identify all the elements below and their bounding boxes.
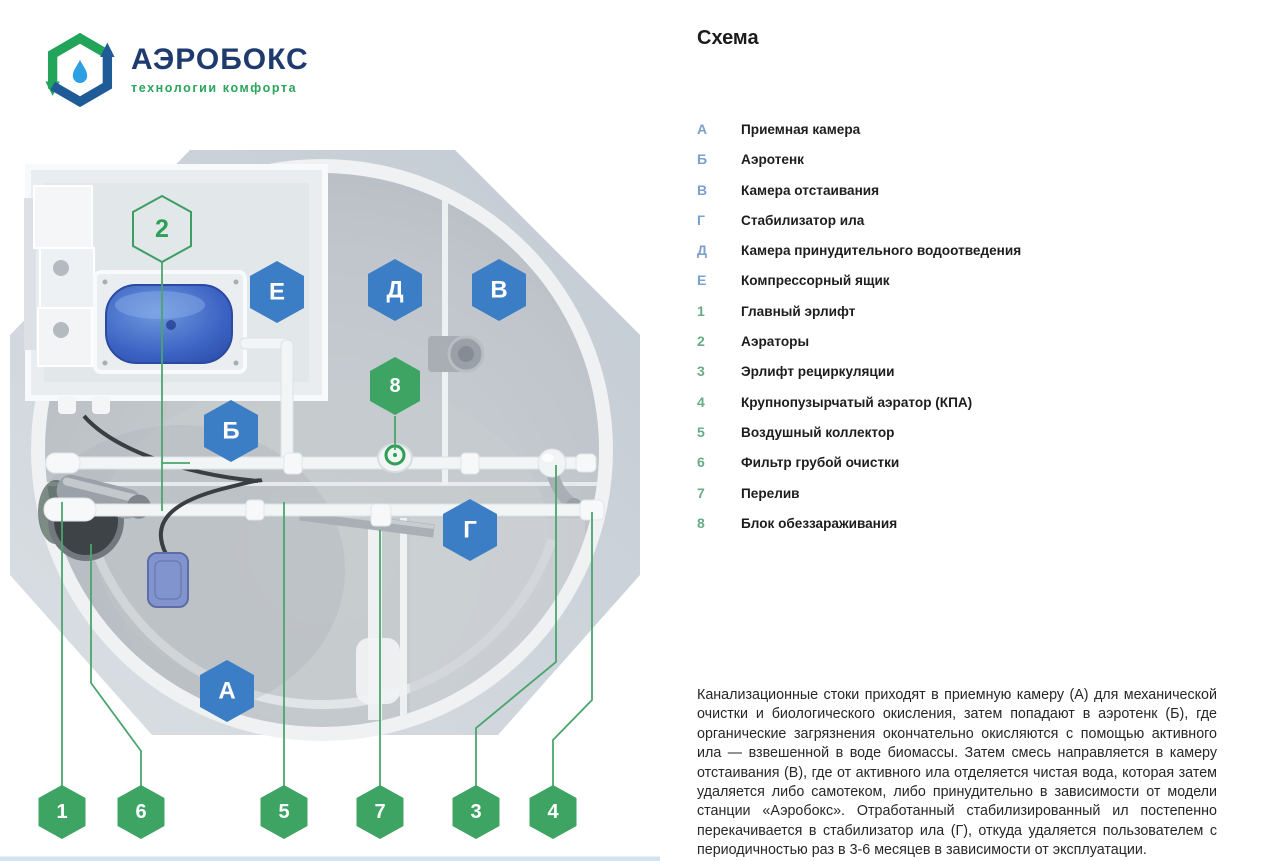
svg-text:1: 1 bbox=[56, 801, 68, 823]
upper-air-pipe bbox=[52, 457, 592, 469]
legend-item bbox=[697, 182, 1227, 201]
logo-title: АЭРОБОКС bbox=[131, 43, 309, 76]
marker-part-3 bbox=[453, 785, 500, 839]
legend-label: Главный эрлифт bbox=[741, 303, 856, 319]
legend-key: А bbox=[697, 121, 708, 137]
svg-text:А: А bbox=[218, 677, 236, 705]
main-airlift-outlet bbox=[44, 498, 96, 521]
svg-text:Б: Б bbox=[222, 417, 240, 445]
svg-text:2: 2 bbox=[155, 215, 169, 243]
legend-label: Камера принудительного водоотведения bbox=[741, 243, 1022, 259]
legend-label: Блок обеззараживания bbox=[741, 515, 898, 531]
legend-item bbox=[697, 151, 1227, 170]
legend-key: 3 bbox=[697, 363, 705, 380]
legend-label: Приемная камера bbox=[741, 122, 861, 137]
bracket bbox=[34, 186, 92, 248]
cable-gland bbox=[58, 396, 76, 414]
legend-key: 8 bbox=[697, 514, 705, 531]
legend-label: Аэраторы bbox=[741, 334, 810, 350]
air-supply-pipe bbox=[281, 340, 293, 470]
legend-label: Компрессорный ящик bbox=[741, 273, 890, 289]
legend-label: Камера отстаивания bbox=[741, 182, 880, 198]
elbow-ball-fitting bbox=[538, 449, 566, 477]
svg-text:6: 6 bbox=[135, 801, 147, 823]
legend-key: Д bbox=[697, 242, 707, 259]
legend-item bbox=[697, 212, 1227, 231]
svg-text:8: 8 bbox=[389, 375, 401, 397]
legend-label: Фильтр грубой очистки bbox=[741, 455, 900, 471]
marker-part-6 bbox=[118, 785, 165, 839]
legend-item bbox=[697, 394, 1227, 413]
svg-text:3: 3 bbox=[470, 801, 482, 823]
legend-label: Эрлифт рециркуляции bbox=[741, 364, 895, 380]
legend-key: 2 bbox=[697, 333, 705, 350]
marker-part-7 bbox=[357, 785, 404, 839]
logo-icon bbox=[44, 30, 116, 110]
legend-key: В bbox=[697, 181, 708, 198]
svg-text:В: В bbox=[490, 276, 508, 304]
legend-label: Перелив bbox=[741, 485, 800, 501]
legend-item bbox=[697, 242, 1227, 261]
legend-item bbox=[697, 363, 1227, 382]
svg-text:4: 4 bbox=[547, 801, 559, 823]
overflow-tee bbox=[371, 504, 391, 526]
logo-text bbox=[131, 45, 309, 95]
legend-item bbox=[697, 303, 1227, 322]
cable-gland bbox=[92, 396, 110, 414]
legend-key: Е bbox=[697, 272, 707, 289]
legend-label: Воздушный коллектор bbox=[741, 424, 895, 440]
lower-air-pipe bbox=[55, 504, 603, 516]
logo-tagline: технологии комфорта bbox=[131, 81, 298, 95]
legend-label: Аэротенк bbox=[741, 152, 804, 168]
logo bbox=[44, 30, 309, 110]
marker-part-1 bbox=[39, 785, 86, 839]
legend-key: 1 bbox=[697, 302, 705, 319]
legend-item bbox=[697, 454, 1227, 473]
svg-text:5: 5 bbox=[278, 801, 290, 823]
legend-key: 7 bbox=[697, 484, 705, 501]
water-line bbox=[38, 482, 616, 486]
legend-key: 4 bbox=[697, 393, 705, 410]
legend-item bbox=[697, 272, 1227, 291]
marker-part-4 bbox=[530, 785, 577, 839]
legend-key: 6 bbox=[697, 454, 705, 471]
legend-key: Г bbox=[697, 211, 705, 228]
legend bbox=[697, 121, 1227, 545]
marker-part-5 bbox=[261, 785, 308, 839]
bottom-strip bbox=[0, 857, 660, 861]
legend-item bbox=[697, 424, 1227, 443]
svg-text:Е: Е bbox=[268, 278, 286, 306]
legend-key: 5 bbox=[697, 423, 705, 440]
legend-label: Стабилизатор ила bbox=[741, 212, 865, 228]
tank-diagram bbox=[0, 140, 660, 861]
legend-item bbox=[697, 485, 1227, 504]
legend-key: Б bbox=[697, 151, 708, 168]
legend-item bbox=[697, 121, 1227, 140]
legend-label: Крупнопузырчатый аэратор (КПА) bbox=[741, 394, 973, 410]
legend-item bbox=[697, 333, 1227, 352]
svg-text:7: 7 bbox=[374, 801, 386, 823]
svg-text:Г: Г bbox=[463, 516, 477, 544]
bracket bbox=[40, 248, 94, 308]
page-title: Схема bbox=[697, 27, 759, 49]
svg-text:Д: Д bbox=[386, 276, 404, 304]
legend-item bbox=[697, 515, 1227, 534]
description-text: Канализационные стоки приходят в приемную камеру (А) для механической очистки и биологического окисления, затем попадают в аэротенк (Б), где органические загрязнения окончательно окисляются с помощью активного ила — взвешенной в воде биомассы. Затем смесь направляется в камеру отстаивания (В), где от активного ила отделяется чистая вода, которая затем удаляется либо самотеком, либо принудительно в зависимости от модели станции «Аэробокс». Отработанный стабилизированный ил постепенно перекачивается в стабилизатор ила (Г), откуда удаляется пользователем с периодичностью раз в 3-6 месяцев в зависимости от эксплуатации. bbox=[697, 687, 1217, 859]
water-drop-icon bbox=[73, 60, 87, 83]
wall-elbow-pipe bbox=[428, 336, 483, 372]
bracket bbox=[38, 308, 92, 366]
